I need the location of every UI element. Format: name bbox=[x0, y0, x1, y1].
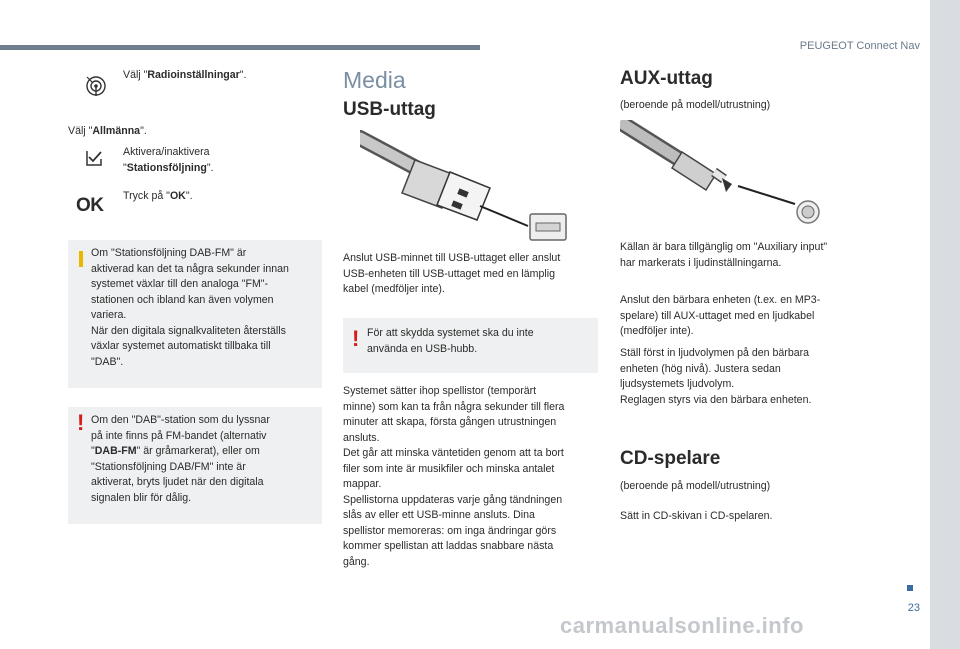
ok-label: OK bbox=[169, 190, 186, 202]
aux-note: (beroende på modell/utrustning) bbox=[620, 99, 771, 111]
text-line: signalen blir för dålig. bbox=[91, 491, 192, 504]
aux-volume-text bbox=[620, 346, 890, 408]
text-line: växlar systemet automatiskt tillbaka till bbox=[91, 340, 271, 352]
text-line: systemet växlar till den analoga "FM"- bbox=[91, 278, 269, 290]
usb-warning-text bbox=[367, 326, 595, 357]
text-line: har markerats i ljudinställningarna. bbox=[620, 256, 782, 269]
text-line: aktiverad kan det ta några sekunder innan bbox=[91, 262, 289, 275]
info-marker-icon bbox=[79, 251, 83, 267]
text-line: enheten (hög nivå). Justera sedan bbox=[620, 362, 781, 375]
text-line: Anslut den bärbara enheten (t.ex. en MP3- bbox=[620, 294, 821, 306]
text: " bbox=[91, 445, 95, 457]
text-line: Om den "DAB"-station som du lyssnar bbox=[91, 414, 270, 426]
right-sidebar-strip bbox=[930, 0, 960, 649]
dab-fm-label: DAB-FM bbox=[94, 445, 137, 457]
warning-note-text bbox=[91, 413, 319, 506]
text-line: Anslut USB-minnet till USB-uttaget eller anslut bbox=[343, 252, 561, 264]
text-line: filer som inte är musikfiler och minska antalet bbox=[343, 462, 555, 475]
text-line: minuter att skapa, första gången utrustningen bbox=[343, 416, 557, 428]
text-line: Spellistorna uppdateras varje gång tändningen bbox=[343, 493, 563, 506]
text-line: När den digitala signalkvaliteten återställs bbox=[91, 324, 286, 337]
text: " är gråmarkerat), eller om bbox=[136, 445, 260, 457]
watermark: carmanualsonline.info bbox=[560, 613, 804, 638]
section-title-media: Media bbox=[343, 67, 406, 93]
text-line: slås av eller ett USB-minne ansluts. Dina bbox=[343, 509, 535, 521]
text-line: kabel (medföljer inte). bbox=[343, 283, 445, 295]
radio-settings-label: Radioinställningar bbox=[147, 69, 240, 81]
playlist-text bbox=[343, 384, 613, 570]
text-line: "DAB". bbox=[91, 355, 124, 368]
toggle-instruction bbox=[123, 145, 214, 176]
text-line: gång. bbox=[343, 555, 370, 568]
aux-jack-illustration bbox=[620, 120, 830, 226]
text: ". bbox=[206, 161, 214, 174]
text-line: stationen och ibland kan även volymen bbox=[91, 293, 274, 306]
text-line: USB-enheten till USB-uttaget med en lämplig bbox=[343, 267, 555, 280]
text: Välj " bbox=[68, 125, 93, 137]
text-line: Ställ först in ljudvolymen på den bärbara bbox=[620, 347, 810, 359]
page-number: 23 bbox=[907, 602, 920, 614]
text-line: (medföljer inte). bbox=[620, 325, 694, 337]
text: ". bbox=[140, 125, 147, 137]
ok-instruction bbox=[123, 189, 193, 205]
info-note-text bbox=[91, 246, 319, 370]
text-line: använda en USB-hubb. bbox=[367, 342, 478, 355]
page-marker-icon bbox=[907, 585, 913, 591]
text: Tryck på " bbox=[123, 190, 170, 202]
text-line: För att skydda systemet ska du inte bbox=[367, 327, 534, 339]
text-line: mappar. bbox=[343, 478, 382, 490]
text-line: spelare) till AUX-uttaget med en ljudkabel bbox=[620, 309, 815, 322]
usb-connect-text bbox=[343, 251, 603, 298]
text-line: aktiverat, bryts ljudet när den digitala bbox=[91, 476, 264, 488]
radio-settings-instruction bbox=[123, 68, 247, 84]
text-line: spellistor memoreras: om inga ändringar görs bbox=[343, 524, 557, 537]
aux-connect-text bbox=[620, 293, 890, 340]
text: " bbox=[123, 161, 127, 174]
cd-note: (beroende på modell/utrustning) bbox=[620, 480, 771, 492]
checkbox-check-icon bbox=[86, 150, 102, 166]
aux-source-text bbox=[620, 240, 890, 271]
text-line: ljudsystemets ljudvolym. bbox=[620, 378, 735, 390]
text-line: kommer spellistan att laddas snabbare nästa bbox=[343, 540, 554, 552]
text: ". bbox=[185, 190, 193, 202]
exclamation-icon: ! bbox=[352, 326, 360, 351]
text-line: variera. bbox=[91, 309, 127, 321]
aux-title: AUX-uttag bbox=[620, 68, 713, 89]
header-title: PEUGEOT Connect Nav bbox=[799, 40, 920, 52]
text-line: "Stationsföljning DAB/FM" inte är bbox=[91, 460, 246, 473]
text-line: Om "Stationsföljning DAB-FM" är bbox=[91, 247, 247, 259]
cd-text: Sätt in CD-skivan i CD-spelaren. bbox=[620, 510, 773, 522]
ok-icon: OK bbox=[76, 195, 104, 216]
general-label: Allmänna bbox=[92, 125, 141, 137]
text-line: Reglagen styrs via den bärbara enheten. bbox=[620, 393, 812, 406]
usb-title: USB-uttag bbox=[343, 99, 436, 120]
text: Aktivera/inaktivera bbox=[123, 146, 210, 158]
top-accent-bar bbox=[0, 45, 480, 50]
text: ". bbox=[239, 69, 247, 81]
cd-title: CD-spelare bbox=[620, 448, 721, 469]
station-following-label: Stationsföljning bbox=[126, 161, 207, 174]
general-instruction bbox=[68, 124, 147, 140]
text-line: ansluts. bbox=[343, 431, 380, 444]
text-line: Källan är bara tillgänglig om "Auxiliary input" bbox=[620, 241, 828, 253]
text-line: Systemet sätter ihop spellistor (temporärt bbox=[343, 385, 537, 397]
exclamation-icon: ! bbox=[77, 410, 85, 435]
text-line: på inte finns på FM-bandet (alternativ bbox=[91, 429, 267, 442]
radio-settings-icon bbox=[84, 73, 108, 97]
usb-plug-illustration bbox=[360, 130, 570, 245]
text-line: Det går att minska väntetiden genom att ta bort bbox=[343, 447, 564, 459]
text: Välj " bbox=[123, 69, 148, 81]
text-line: minne) som kan ta från några sekunder till flera bbox=[343, 400, 565, 413]
